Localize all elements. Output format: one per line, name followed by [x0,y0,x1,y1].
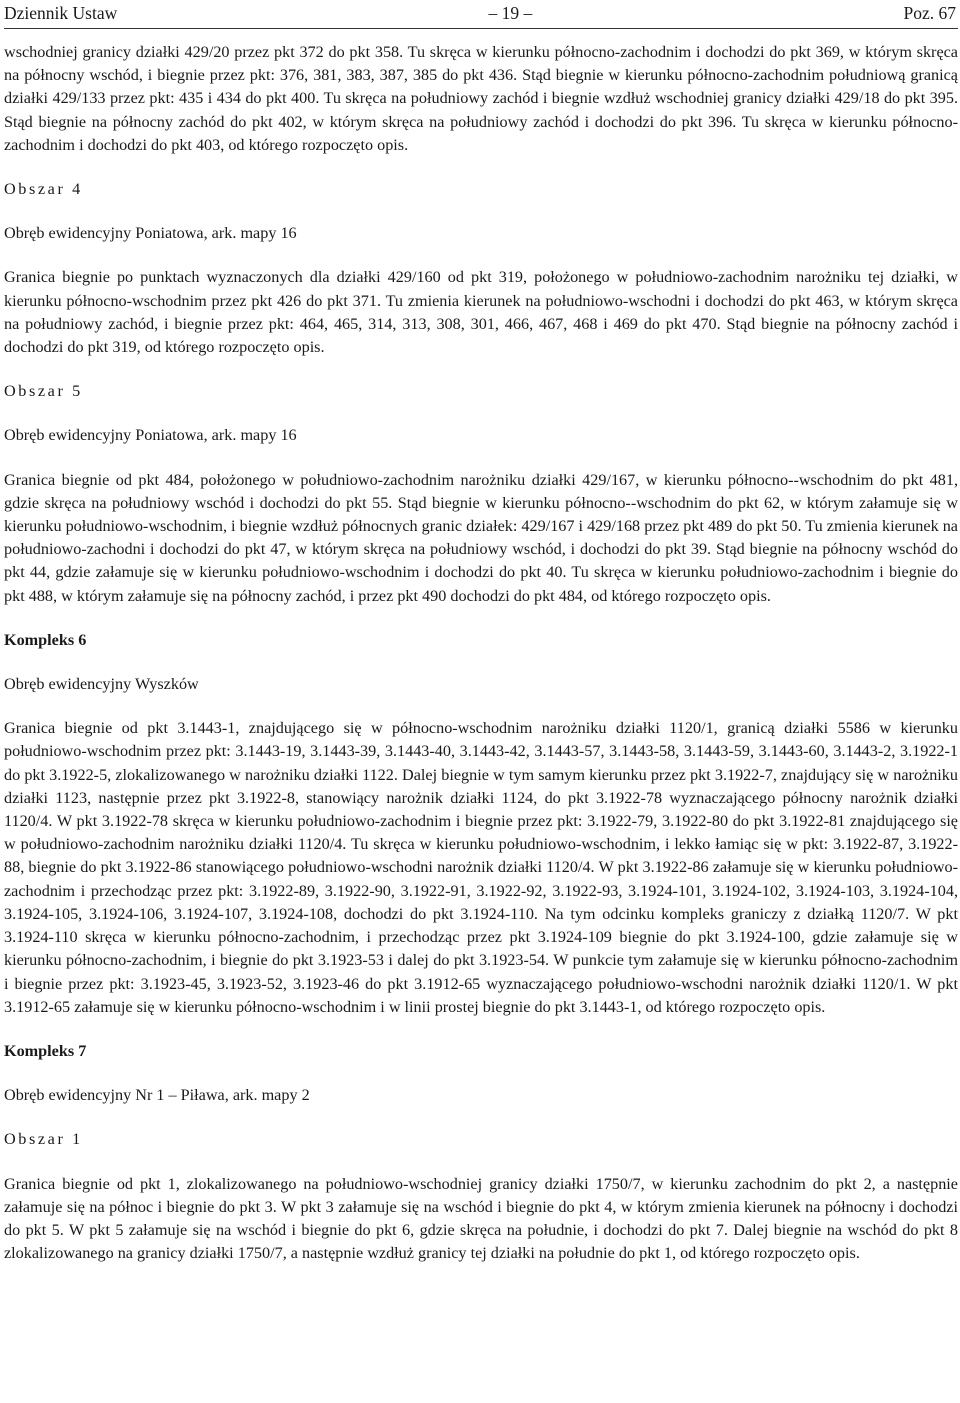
cadastral-district-kompleks-6: Obręb ewidencyjny Wyszków [4,675,199,694]
document-page [4,0,958,1265]
section-heading-kompleks-6: Kompleks 6 [4,630,87,649]
paragraph-obszar3-continuation: wschodniej granicy działki 429/20 przez pkt 372 do pkt 358. Tu skręca w kierunku północno-zachodnim i dochodzi do pkt 369, w którym skręca na północny wschód, i biegnie przez pkt: 376, 381, 383, 387, 385 do pkt 436. Stąd biegnie w kierunku północno-zachodnim południową granicą działki 429/133 przez pkt: 435 i 434 do pkt 400. Tu skręca na południowy zachód i biegnie wzdłuż wschodniej granicy działki 429/18 do pkt 395. Stąd biegnie na północny zachód do pkt 402, w którym skręca na południowy zachód i dochodzi do pkt 396. Tu skręca w kierunku północno-zachodnim i dochodzi do pkt 403, od którego rozpoczęto opis. [4,43,958,154]
page-number: – 19 – [488,3,533,23]
paragraph-kompleks-6: Granica biegnie od pkt 3.1443-1, znajdującego się w północno-wschodnim narożniku działki 1120/1, granicą działki 5586 w kierunku południowo-wschodnim przez pkt: 3.1443-19, 3.1443-39, 3.1443-40, 3.1443-42, 3.1443-57, 3.1443-58, 3.1443-59, 3.1443-60, 3.1443-2, 3.1922-1 do pkt 3.1922-5, zlokalizowanego w narożniku działki 1122. Dalej biegnie w tym samym kierunku przez pkt 3.1922-7, znajdujący się w narożniku działki 1123, następnie przez pkt 3.1922-8, stanowiący narożnik działki 1124, do pkt 3.1922-78 wyznaczającego północny narożnik działki 1120/4. W pkt 3.1922-78 skręca w kierunku południowo-zachodnim i biegnie przez pkt: 3.1922-79, 3.1922-80 do pkt 3.1922-81 znajdującego się w południowo-zachodnim narożniku działki 1120/4. Tu skręca w kierunku południowo-wschodnim, i lekko łamiąc się w pkt: 3.1922-87, 3.1922-88, biegnie do pkt 3.1922-86 stanowiącego południowo-wschodni narożnik działki 1120/4. W pkt 3.1922-86 załamuje się w kierunku południowo-zachodnim i przechodząc przez pkt: 3.1922-89, 3.1922-90, 3.1922-91, 3.1922-92, 3.1922-93, 3.1924-101, 3.1924-102, 3.1924-103, 3.1924-104, 3.1924-105, 3.1924-106, 3.1924-107, 3.1924-108, dochodzi do pkt 3.1924-110. Na tym odcinku kompleks graniczy z działką 1120/7. W pkt 3.1924-110 skręca w kierunku północno-zachodnim, i przechodząc przez pkt 3.1924-109 biegnie do pkt 3.1924-100, gdzie załamuje się w kierunku północno-zachodnim, i biegnie do pkt 3.1923-53 i dalej do pkt 3.1923-54. W punkcie tym załamuje się w kierunku północno-zachodnim i biegnie przez pkt: 3.1923-45, 3.1923-52, 3.1923-46 do pkt 3.1912-65 wyznaczającego południowo-wschodni narożnik działki 1120/1. W pkt 3.1912-65 załamuje się w kierunku północno-wschodnim i w linii prostej biegnie do pkt 3.1443-1, od którego rozpoczęto opis. [4,719,958,1016]
paragraph-obszar-1: Granica biegnie od pkt 1, zlokalizowanego na południowo-wschodniej granicy działki 1750/7, w kierunku zachodnim do pkt 2, a następnie załamuje się na północ i biegnie do pkt 3. W pkt 3 załamuje się na wschód i biegnie do pkt 4, w którym zmienia kierunek na północny i dochodzi do pkt 5. W pkt 5 załamuje się na wschód i biegnie do pkt 6, gdzie skręca na południe, i dochodzi do pkt 7. Dalej biegnie na wschód do pkt 8 zlokalizowanego na granicy działki 1750/7, a następnie wzdłuż granicy tej działki na południe do pkt 1, od którego rozpoczęto opis. [4,1174,958,1263]
cadastral-district-obszar-4: Obręb ewidencyjny Poniatowa, ark. mapy 16 [4,224,297,243]
paragraph-obszar-5: Granica biegnie od pkt 484, położonego w południowo-zachodnim narożniku działki 429/167, w kierunku północno--wschodnim do pkt 481, gdzie skręca na południowy wschód i dochodzi do pkt 55. Stąd biegnie w kierunku północno--wschodnim do pkt 62, w którym załamuje się w kierunku południowo-wschodnim, i biegnie wzdłuż północnych granic działek: 429/167 i 429/168 przez pkt 489 do pkt 50. Tu zmienia kierunek na południowo-zachodni i dochodzi do pkt 47, w którym skręca na południowy wschód, i dochodzi do pkt 39. Stąd biegnie na północny wschód do pkt 44, gdzie załamuje się w kierunku południowo-wschodnim i dochodzi do pkt 40. Tu skręca w kierunku południowo-zachodnim i biegnie do pkt 488, w którym załamuje się na północny zachód, i przez pkt 490 dochodzi do pkt 484, od którego rozpoczęto opis. [4,470,958,605]
section-heading-obszar-1: Obszar 1 [4,1130,83,1149]
section-heading-kompleks-7: Kompleks 7 [4,1041,87,1060]
header-divider [4,28,958,29]
section-heading-obszar-5: Obszar 5 [4,382,83,401]
section-heading-obszar-4: Obszar 4 [4,180,83,199]
paragraph-obszar-4: Granica biegnie po punktach wyznaczonych dla działki 429/160 od pkt 319, położonego w południowo-zachodnim narożniku tej działki, w kierunku północno-wschodnim przez pkt 426 do pkt 371. Tu zmienia kierunek na południowo-wschodni i dochodzi do pkt 463, w którym skręca na południowy zachód, i biegnie przez pkt: 464, 465, 314, 313, 308, 301, 466, 467, 468 i 469 do pkt 470. Stąd biegnie na północny zachód i dochodzi do pkt 319, od którego rozpoczęto opis. [4,268,958,357]
cadastral-district-kompleks-7: Obręb ewidencyjny Nr 1 – Piława, ark. mapy 2 [4,1086,310,1105]
cadastral-district-obszar-5: Obręb ewidencyjny Poniatowa, ark. mapy 16 [4,426,297,445]
journal-title: Dziennik Ustaw [4,3,118,23]
item-number: Poz. 67 [903,3,956,23]
page-header [4,0,958,26]
